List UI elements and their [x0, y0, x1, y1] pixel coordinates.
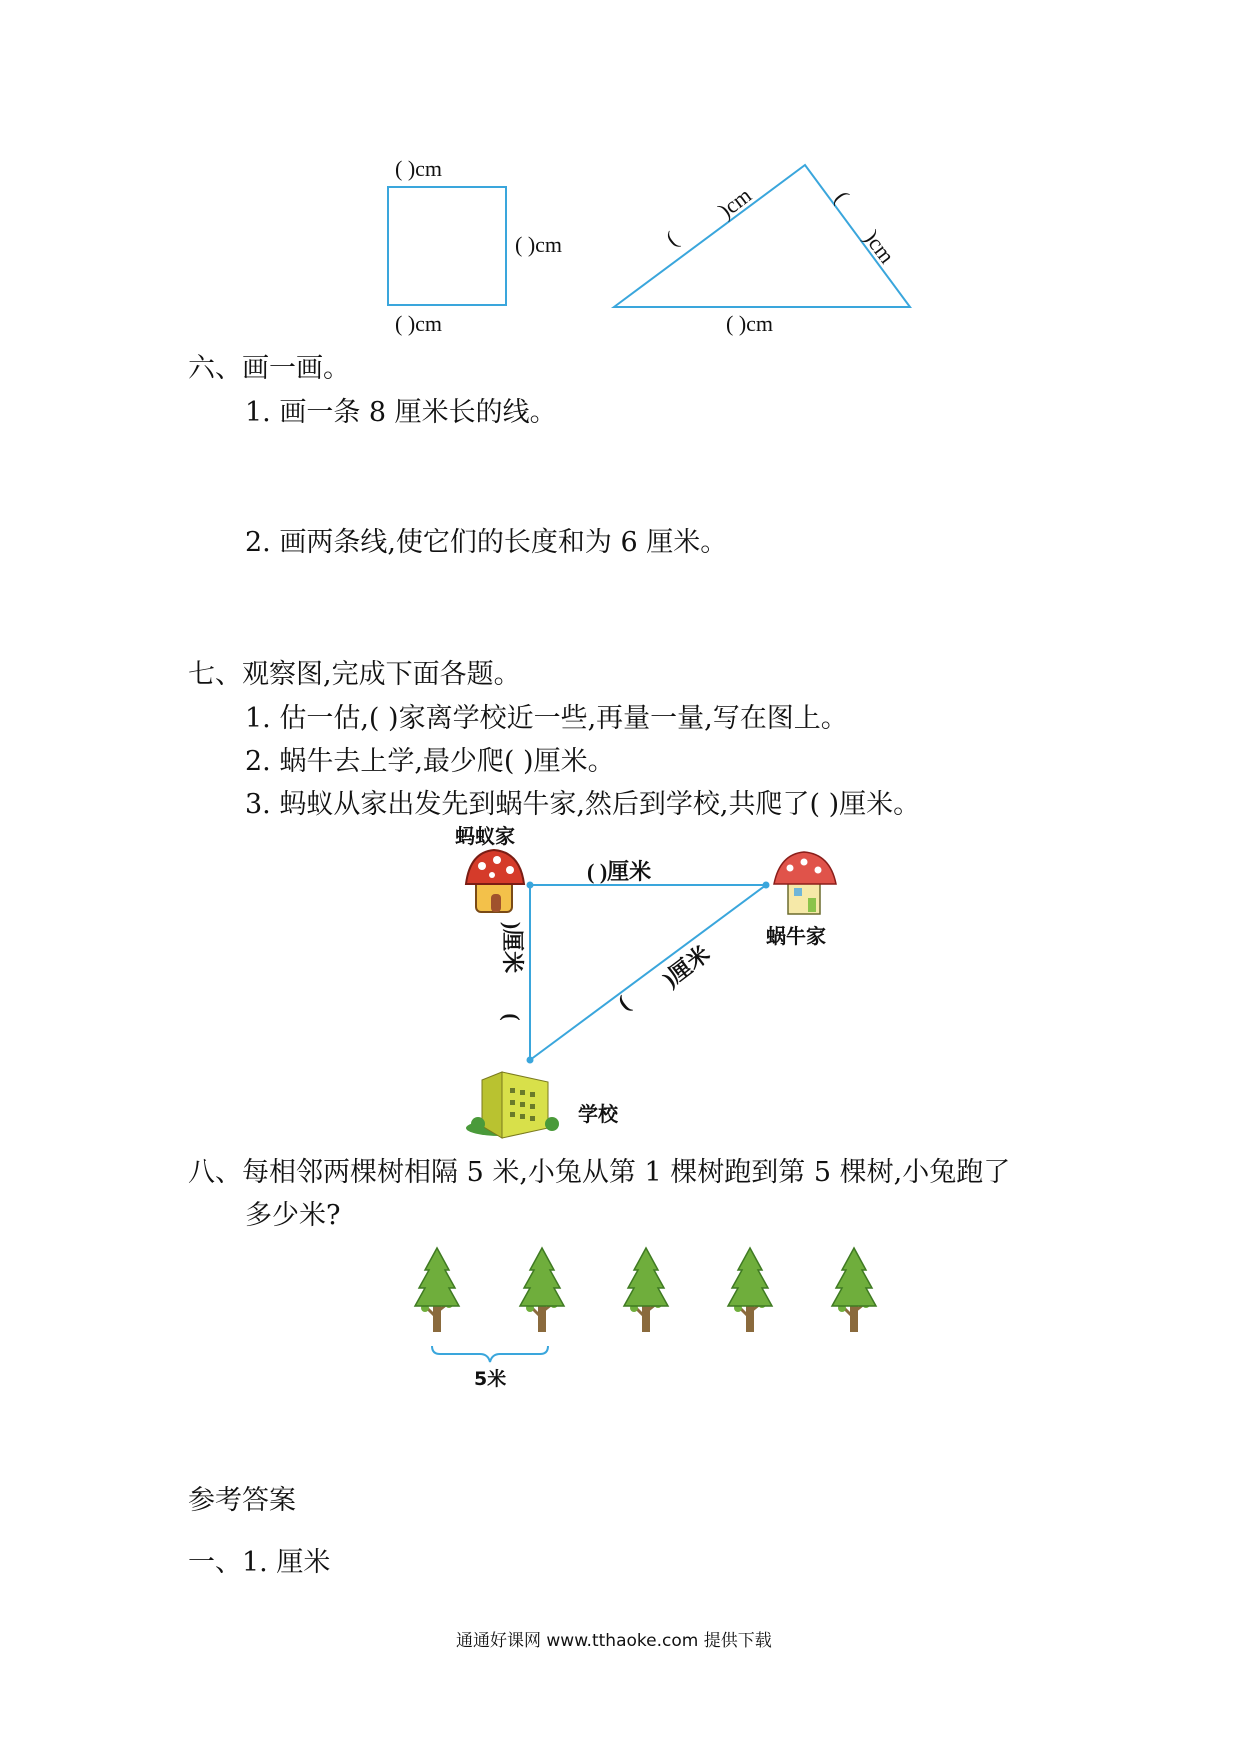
tree-icon	[415, 1248, 459, 1332]
square-top-label: ( )cm	[395, 156, 443, 181]
answer-1: 一、1. 厘米	[188, 1547, 331, 1578]
section6-heading: 六、画一画。	[188, 353, 350, 384]
square-right-label: ( )cm	[515, 232, 563, 257]
section7-question2: 2. 蜗牛去上学,最少爬( )厘米。	[245, 746, 615, 777]
distance-brace	[432, 1346, 548, 1362]
distance-label: 5米	[474, 1368, 507, 1390]
school-label: 学校	[578, 1102, 618, 1126]
square-bottom-label: ( )cm	[395, 311, 443, 336]
triangle-right-open: (	[829, 186, 855, 208]
triangle-left-open: (	[660, 226, 682, 251]
tree-icon	[832, 1248, 876, 1332]
tree-icon	[624, 1248, 668, 1332]
map-diag-open: (	[612, 990, 634, 1015]
tree-icon	[728, 1248, 772, 1332]
section8-line2: 多少米?	[245, 1200, 341, 1231]
section7-question1: 1. 估一估,( )家离学校近一些,再量一量,写在图上。	[245, 703, 848, 734]
ant-home-label: 蚂蚁家	[455, 824, 515, 848]
section8-line1: 八、每相邻两棵树相隔 5 米,小兔从第 1 棵树跑到第 5 棵树,小兔跑了	[188, 1157, 1011, 1188]
triangle-bottom-label: ( )cm	[726, 311, 774, 336]
map-left-open: (	[499, 1013, 525, 1021]
tree-icon	[520, 1248, 564, 1332]
section7-heading: 七、观察图,完成下面各题。	[188, 659, 521, 690]
footer-text: 通通好课网 www.tthaoke.com 提供下载	[456, 1631, 772, 1651]
section6-question1: 1. 画一条 8 厘米长的线。	[245, 397, 557, 428]
triangle-left-close: )cm	[713, 182, 756, 223]
map-top-label: ( )厘米	[587, 859, 652, 884]
snail-home-label: 蜗牛家	[766, 924, 826, 948]
section6-question2: 2. 画两条线,使它们的长度和为 6 厘米。	[245, 527, 728, 558]
answers-heading: 参考答案	[188, 1485, 296, 1516]
map-left-close: )厘米	[500, 921, 526, 974]
triangle-right-close: )cm	[859, 225, 900, 268]
section7-question3: 3. 蚂蚁从家出发先到蜗牛家,然后到学校,共爬了( )厘米。	[245, 789, 921, 820]
map-diag-close: )厘米	[658, 940, 715, 992]
